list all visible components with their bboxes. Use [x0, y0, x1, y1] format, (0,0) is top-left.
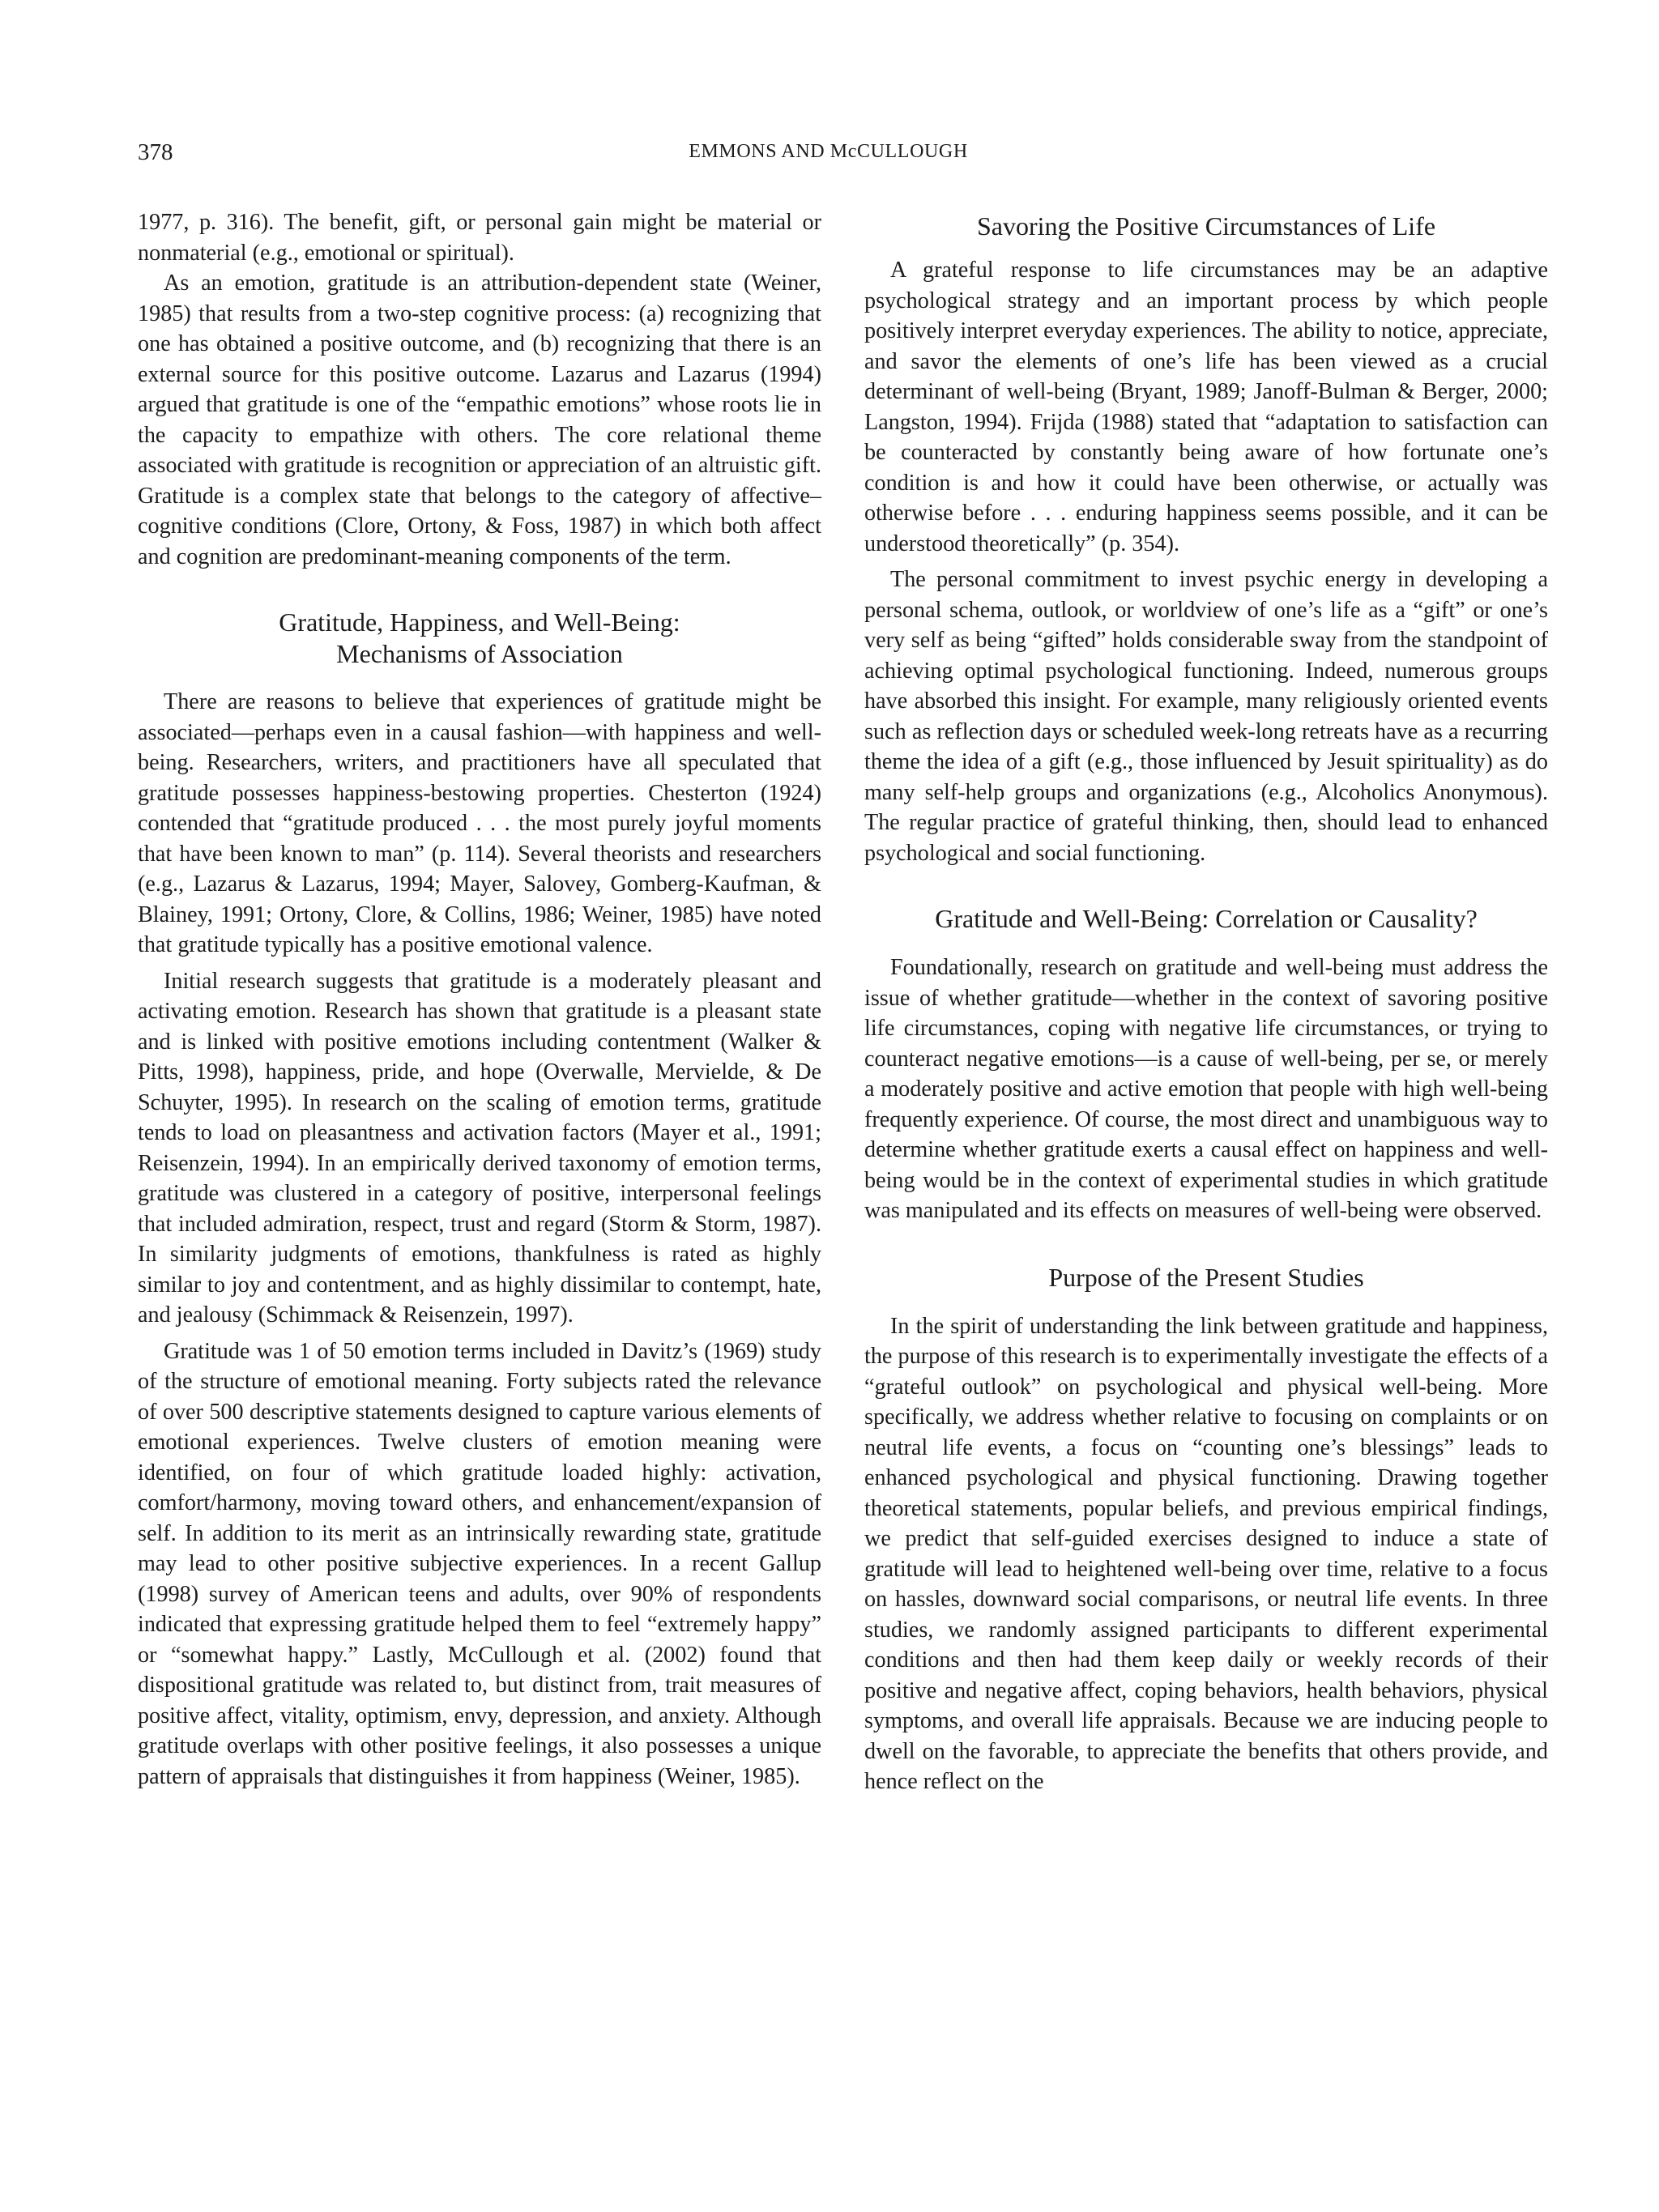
page-number: 378 — [138, 139, 173, 165]
paragraph-reasons: There are reasons to believe that experiences of gratitude might be associated—perhaps even in a causal fashion—with happiness and well-being. Researchers, writers, and practitioners have all speculated that gratitude possesses happiness-bestowing properties. Chesterton (1924) contended that “gratitude produced . . . the most purely joyful moments that have been known to man” (p. 114). Several theorists and researchers (e.g., Lazarus & Lazarus, 1994; Mayer, Salovey, Gomberg-Kaufman, & Blainey, 1991; Ortony, Clore, & Collins, 1986; Weiner, 1985) have noted that gratitude typically has a positive emotional valence. — [138, 689, 821, 957]
paragraph-grateful-response: A grateful response to life circumstances may be an adaptive psychological strategy and an important process by which people positively interpret everyday experiences. The ability to notice, appreciate, and savor the elements of one’s life has been viewed as a crucial determinant of well-being (Bryant, 1989; Janoff-Bulman & Berger, 2000; Langston, 1994). Frijda (1988) stated that “adaptation to satisfaction can be counteracted by constantly being aware of how fortunate one’s condition is and how it could have been otherwise, or actually was otherwise before . . . enduring happiness seems possible, and it can be understood theoretically” (p. 354). — [864, 258, 1548, 556]
paragraph-personal-commitment: The personal commitment to invest psychic energy in developing a personal schema, outlook, or worldview of one’s life as a “gift” or one’s very self as being “gifted” holds considerable sway from the standpoint of achieving optimal psychological functioning. Indeed, numerous groups have absorbed this insight. For example, many religiously oriented events such as reflection days or scheduled week-long retreats have as a recurring theme the idea of a gift (e.g., those influenced by Jesuit spirituality) as do many self-help groups and organizations (e.g., Alcoholics Anonymous). The regular practice of grateful thinking, then, should lead to enhanced psychological and social functioning. — [864, 567, 1548, 866]
section-heading-purpose: Purpose of the Present Studies — [1048, 1262, 1364, 1292]
paragraph-spirit: In the spirit of understanding the link between gratitude and happiness, the purpose of this research is to experimentally investigate the effects of a “grateful outlook” on psychological and physical well-being. More specifically, we address whether relative to focusing on complaints or on neutral life events, a focus on “counting one’s blessings” leads to enhanced psychological and physical functioning. Drawing together theoretical statements, popular beliefs, and previous empirical findings, we predict that self-guided exercises designed to induce a state of gratitude will lead to heightened well-being over time, relative to a focus on hassles, downward social comparisons, or neutral life events. In three studies, we randomly assigned participants to different experimental conditions and then had them keep daily or weekly records of their positive and negative affect, coping behaviors, health behaviors, physical symptoms, and overall life appraisals. Because we are inducing people to dwell on the favorable, to appreciate the benefits that others provide, and hence reflect on the — [864, 1313, 1548, 1794]
paragraph-foundationally: Foundationally, research on gratitude and well-being must address the issue of whether gratitude—whether in the context of savoring positive life circumstances, coping with negative life circumstances, or trying to counteract negative emotions—is a cause of well-being, per se, or merely a moderately positive and active emotion that people with high well-being frequently experience. Of course, the most direct and unambiguous way to determine whether gratitude exerts a causal effect on happiness and well-being would be in the context of experimental studies in which gratitude was manipulated and its effects on measures of well-being were observed. — [864, 955, 1548, 1223]
running-head — [138, 139, 1519, 172]
section-heading-correlation: Gratitude and Well-Being: Correlation or Causality? — [935, 904, 1478, 933]
right-column — [864, 207, 1548, 1797]
left-column — [138, 207, 821, 1792]
paragraph-continuation: 1977, p. 316). The benefit, gift, or personal gain might be material or nonmaterial (e.g., emotional or spiritual). — [138, 210, 821, 266]
section-heading-mechanisms — [138, 607, 821, 670]
section-heading-line: Gratitude, Happiness, and Well-Being: — [279, 607, 680, 637]
paragraph-initial-research: Initial research suggests that gratitude is a moderately pleasant and activating emotion. Research has shown that gratitude is a pleasant state and is linked with positive emotions including contentment (Walker & Pitts, 1998), happiness, pride, and hope (Overwalle, Mervielde, & De Schuyter, 1995). In research on the scaling of emotion terms, gratitude tends to load on pleasantness and activation factors (Mayer et al., 1991; Reisenzein, 1994). In an empirically derived taxonomy of emotion terms, gratitude was clustered in a category of positive, interpersonal feelings that included admiration, respect, trust and regard (Storm & Storm, 1987). In similarity judgments of emotions, thankfulness is rated as highly similar to joy and contentment, and as highly dissimilar to contempt, hate, and jealousy (Schimmack & Reisenzein, 1997). — [138, 968, 821, 1328]
running-head-title: EMMONS AND McCULLOUGH — [689, 141, 968, 162]
section-heading-savoring: Savoring the Positive Circumstances of Life — [976, 211, 1436, 241]
section-heading-line: Mechanisms of Association — [336, 639, 623, 668]
paragraph-davitz: Gratitude was 1 of 50 emotion terms included in Davitz’s (1969) study of the structure of emotional meaning. Forty subjects rated the relevance of over 500 descriptive statements designed to capture various elements of emotional experiences. Twelve clusters of emotion meaning were identified, on four of which gratitude loaded highly: activation, comfort/harmony, moving toward others, and enhancement/expansion of self. In addition to its merit as an intrinsically rewarding state, gratitude may lead to other positive subjective experiences. In a recent Gallup (1998) survey of American teens and adults, over 90% of respondents indicated that expressing gratitude helped them to feel “extremely happy” or “somewhat happy.” Lastly, McCullough et al. (2002) found that dispositional gratitude was related to, but distinct from, trait measures of positive affect, vitality, optimism, envy, depression, and anxiety. Although gratitude overlaps with other positive feelings, it also possesses a unique pattern of appraisals that distinguishes it from happiness (Weiner, 1985). — [138, 1338, 821, 1789]
paragraph-attribution-state: As an emotion, gratitude is an attribution-dependent state (Weiner, 1985) that results from a two-step cognitive process: (a) recognizing that one has obtained a positive outcome, and (b) recognizing that there is an external source for this positive outcome. Lazarus and Lazarus (1994) argued that gratitude is one of the “empathic emotions” whose roots lie in the capacity to empathize with others. The core relational theme associated with gratitude is recognition or appreciation of an altruistic gift. Gratitude is a complex state that belongs to the category of affective–cognitive conditions (Clore, Ortony, & Foss, 1987) in which both affect and cognition are predominant-meaning components of the term. — [138, 271, 821, 569]
